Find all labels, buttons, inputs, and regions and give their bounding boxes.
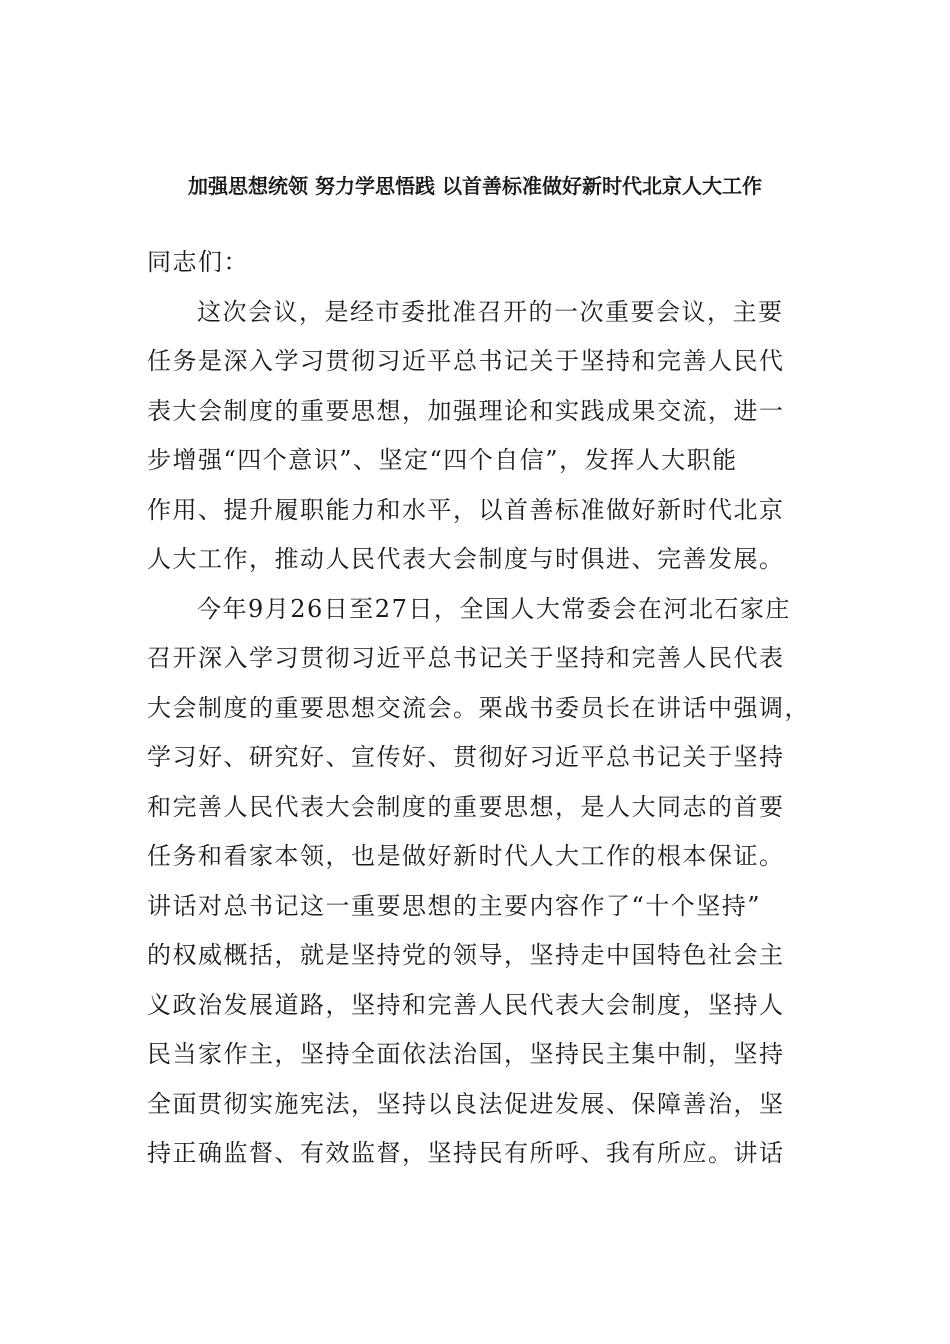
paragraph-1-line-5: 作用、提升履职能力和水平，以首善标准做好新时代北京 bbox=[147, 495, 785, 524]
paragraph-2-line-4: 学习好、研究好、宣传好、贯彻好习近平总书记关于坚持 bbox=[147, 743, 785, 771]
document-title: 加强思想统领 努力学思悟践 以首善标准做好新时代北京人大工作 bbox=[188, 174, 762, 198]
salutation-line: 同志们： bbox=[147, 248, 249, 276]
paragraph-1-line-6: 人大工作，推动人民代表大会制度与时俱进、完善发展。 bbox=[147, 545, 785, 573]
paragraph-2-line-10: 民当家作主，坚持全面依法治国，坚持民主集中制，坚持 bbox=[147, 1040, 785, 1068]
paragraph-2-line-8: 的权威概括，就是坚持党的领导，坚持走中国特色社会主 bbox=[147, 941, 785, 969]
paragraph-1-line-2: 任务是深入学习贯彻习近平总书记关于坚持和完善人民代 bbox=[147, 347, 785, 375]
paragraph-1-line-1: 这次会议，是经市委批准召开的一次重要会议，主要 bbox=[197, 297, 784, 326]
document-body bbox=[147, 238, 810, 1179]
paragraph-2-line-7: 讲话对总书记这一重要思想的主要内容作了“十个坚持” bbox=[147, 891, 762, 920]
paragraph-2-line-1: 今年9月26日至27日，全国人大常委会在河北石家庄 bbox=[197, 594, 791, 623]
paragraph-2-line-12: 持正确监督、有效监督，坚持民有所呼、我有所应。讲话 bbox=[147, 1139, 785, 1167]
paragraph-2-line-9: 义政治发展道路，坚持和完善人民代表大会制度，坚持人 bbox=[147, 990, 785, 1019]
paragraph-2-line-3: 大会制度的重要思想交流会。栗战书委员长在讲话中强调， bbox=[147, 693, 810, 722]
paragraph-2-line-2: 召开深入学习贯彻习近平总书记关于坚持和完善人民代表 bbox=[147, 644, 785, 672]
paragraph-2-line-5: 和完善人民代表大会制度的重要思想，是人大同志的首要 bbox=[147, 792, 785, 821]
paragraph-1-line-3: 表大会制度的重要思想，加强理论和实践成果交流，进一 bbox=[147, 396, 785, 425]
paragraph-2-line-6: 任务和看家本领，也是做好新时代人大工作的根本保证。 bbox=[147, 842, 785, 870]
paragraph-2-line-11: 全面贯彻实施宪法，坚持以良法促进发展、保障善治，坚 bbox=[147, 1089, 785, 1118]
paragraph-1-line-4: 步增强“四个意识”、坚定“四个自信”，发挥人大职能 bbox=[147, 446, 738, 474]
